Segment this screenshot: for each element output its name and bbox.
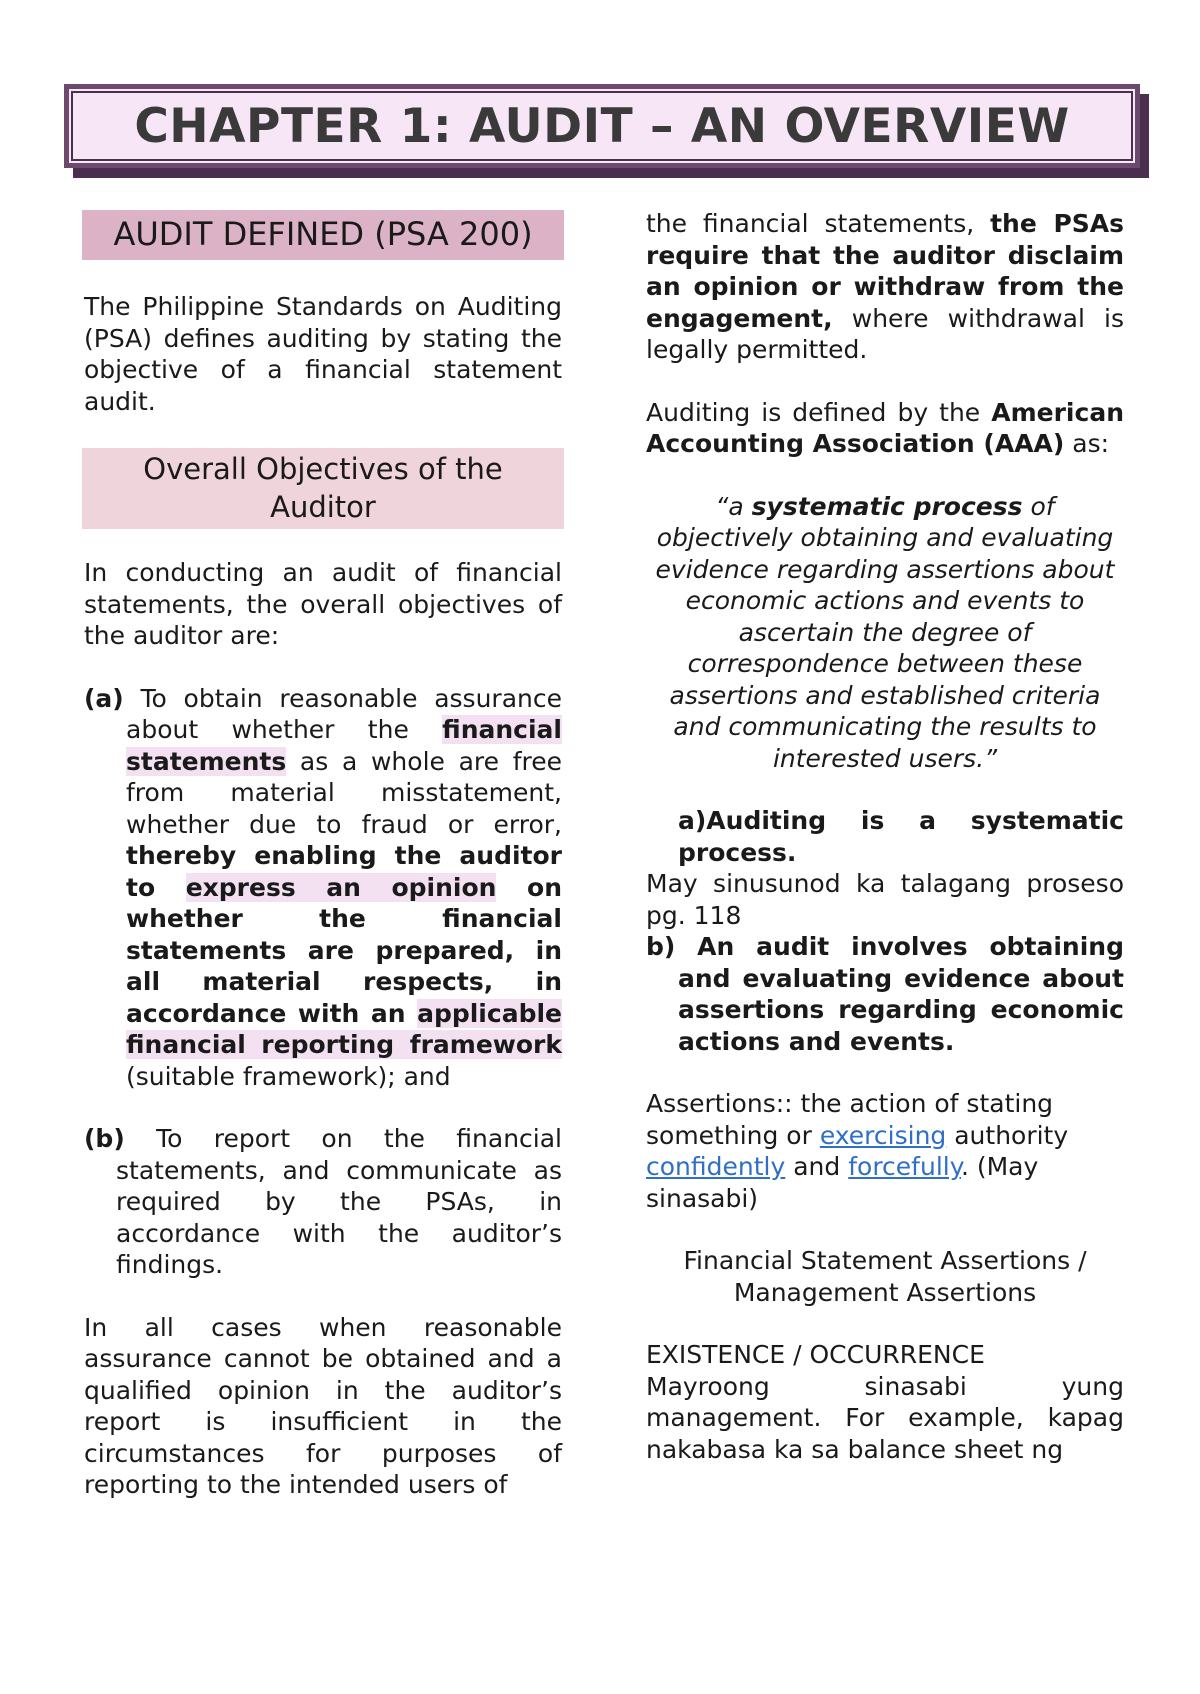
fs-assertions-title: Financial Statement Assertions / Management Assertions (683, 1246, 1087, 1307)
left-column (84, 210, 562, 1501)
objective-a-label: (a) (84, 683, 124, 713)
link-exercising[interactable]: exercising (819, 1120, 947, 1150)
point-a: a)Auditing is a systematic process. (678, 806, 1124, 867)
objectives-intro: In conducting an audit of financial statements, the overall objectives of the auditor are: (84, 558, 562, 650)
point-b: b) An audit involves obtaining and evaluating evidence about assertions regarding economic actions and events. (646, 932, 1124, 1056)
existence-text: Mayroong sinasabi yung management. For example, kapag nakabasa ka sa balance sheet ng (646, 1371, 1124, 1464)
highlight-framework: applicable financial reporting framework (126, 998, 562, 1059)
intro-paragraph: The Philippine Standards on Auditing (PSA) defines auditing by stating the objective of a financial statement audit. (84, 292, 562, 416)
aaa-definition-quote: “a systematic process of objectively obtaining and evaluating evidence regarding assertions about economic actions and events to ascertain the degree of correspondence between these assertions and established criteria and communicating the results to interested users.” (655, 491, 1115, 773)
continuation-paragraph: the financial statements, the PSAs require that the auditor disclaim an opinion or withdraw from the engagement, where withdrawal is legally permitted. (646, 209, 1124, 364)
objective-b-label: (b) (84, 1124, 125, 1153)
link-forcefully[interactable]: forcefully (848, 1152, 961, 1181)
point-a-note: May sinusunod ka talagang proseso pg. 118 (646, 869, 1124, 930)
existence-heading: EXISTENCE / OCCURRENCE (646, 1340, 985, 1369)
highlight-financial-statements: financial statements (126, 715, 562, 776)
assertions-definition: Assertions:: the action of stating something or exercising authority confidently and forcefully. (May sinasabi) (646, 1089, 1069, 1213)
closing-paragraph: In all cases when reasonable assurance cannot be obtained and a qualified opinion in the auditor’s report is insufficient in the circumstances for purposes of reporting to the intended users of (84, 1312, 562, 1499)
objectives-heading: Overall Objectives of the Auditor (82, 448, 564, 529)
objective-b: (b) To report on the financial statements, and communicate as required by the PSAs, in accordance with the auditor’s findings. (84, 1124, 562, 1279)
right-column (646, 208, 1124, 1465)
highlight-express-opinion: express an opinion (185, 872, 497, 902)
chapter-title: CHAPTER 1: AUDIT – AN OVERVIEW (134, 98, 1070, 154)
audit-defined-heading: AUDIT DEFINED (PSA 200) (82, 210, 564, 260)
aaa-paragraph: Auditing is defined by the American Accounting Association (AAA) as: (646, 397, 1124, 458)
objective-a: (a) To obtain reasonable assurance about whether the financial statements as a whole are free from material misstatement, whether due to fraud or error, thereby enabling the auditor to express an opinion on whether the financial statements are prepared, in all material respects, in accordance with an applicable financial reporting framework (suitable framework); and (84, 683, 562, 1091)
link-confidently[interactable]: confidently (646, 1152, 786, 1181)
chapter-title-box (64, 84, 1140, 168)
